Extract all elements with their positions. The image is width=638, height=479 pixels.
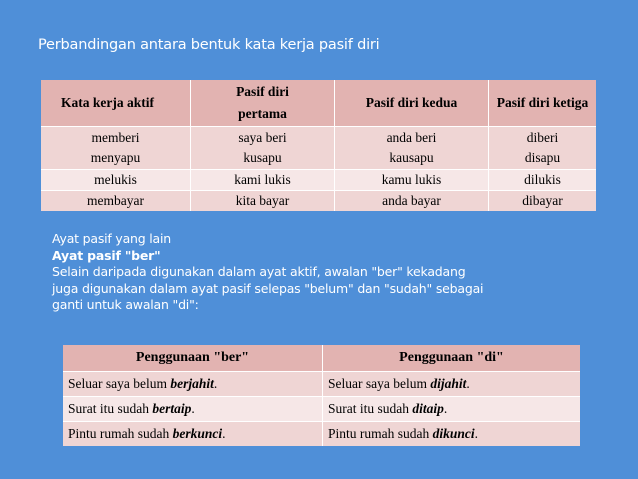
cell-pertama: kami lukis: [191, 170, 335, 191]
cell-text: disapu: [524, 150, 561, 165]
cell-di: [323, 397, 581, 422]
cell-text: .: [443, 401, 448, 416]
header-pasif-diri-pertama: [191, 80, 335, 127]
cell-text: diberi: [526, 130, 559, 145]
cell-kedua: anda bayar: [335, 191, 489, 212]
cell-ketiga: dibayar: [489, 191, 597, 212]
cell-text: .: [213, 376, 218, 391]
cell-emphasis: dikunci: [432, 426, 475, 441]
cell-kedua: [335, 127, 489, 170]
table-row: [41, 191, 596, 212]
cell-text: Seluar saya belum: [328, 376, 431, 391]
table-row: [63, 372, 580, 397]
cell-aktif: melukis: [41, 170, 191, 191]
table-header-row: [41, 80, 596, 127]
cell-di: [323, 372, 581, 397]
cell-ber: [63, 422, 323, 447]
header-pasif-diri-kedua: Pasif diri kedua: [335, 80, 489, 127]
cell-text: menyapu: [90, 150, 141, 165]
table-header-row: [63, 345, 580, 372]
header-penggunaan-di: Penggunaan "di": [323, 345, 581, 372]
table-row: [41, 127, 596, 170]
comparison-table: [41, 80, 596, 211]
cell-emphasis: ditaip: [412, 401, 444, 416]
cell-aktif: membayar: [41, 191, 191, 212]
cell-ketiga: dilukis: [489, 170, 597, 191]
section-line-1: Ayat pasif yang lain: [52, 231, 172, 246]
section-line-5: ganti untuk awalan "di":: [52, 297, 199, 312]
cell-text: kusapu: [243, 150, 282, 165]
section-text: [52, 231, 483, 314]
section-line-4: juga digunakan dalam ayat pasif selepas "belum" dan "sudah" sebagai: [52, 280, 484, 296]
cell-emphasis: dijahit: [430, 376, 467, 391]
cell-emphasis: bertaip: [152, 401, 192, 416]
table-row: [63, 422, 580, 447]
cell-kedua: kamu lukis: [335, 170, 489, 191]
cell-pertama: kita bayar: [191, 191, 335, 212]
slide-title: Perbandingan antara bentuk kata kerja pasif diri: [38, 37, 380, 53]
usage-table: [63, 345, 580, 446]
cell-text: anda beri: [386, 130, 437, 145]
cell-text: .: [474, 426, 479, 441]
header-pasif-diri-ketiga: Pasif diri ketiga: [489, 80, 597, 127]
header-pertama-line2: pertama: [238, 106, 287, 121]
cell-text: Surat itu sudah: [68, 401, 153, 416]
header-penggunaan-ber: Penggunaan "ber": [63, 345, 323, 372]
cell-text: .: [222, 426, 226, 441]
cell-emphasis: berjahit: [170, 376, 214, 391]
cell-ber: [63, 372, 323, 397]
cell-text: Seluar saya belum: [68, 376, 171, 391]
cell-text: .: [466, 376, 470, 391]
cell-text: Surat itu sudah: [328, 401, 413, 416]
section-line-3: Selain daripada digunakan dalam ayat aktif, awalan "ber" kekadang: [52, 264, 466, 279]
cell-ber: [63, 397, 323, 422]
cell-text: .: [191, 401, 195, 416]
cell-text: Pintu rumah sudah: [328, 426, 433, 441]
cell-ketiga: [489, 127, 597, 170]
cell-text: kausapu: [389, 150, 434, 165]
cell-text: Pintu rumah sudah: [68, 426, 173, 441]
section-heading: Ayat pasif "ber": [52, 247, 161, 263]
header-kata-kerja-aktif: Kata kerja aktif: [41, 80, 191, 127]
table-row: [63, 397, 580, 422]
cell-text: memberi: [91, 130, 140, 145]
cell-emphasis: berkunci: [172, 426, 223, 441]
table-row: [41, 170, 596, 191]
cell-aktif: [41, 127, 191, 170]
header-pertama-line1: Pasif diri: [236, 84, 289, 99]
cell-di: [323, 422, 581, 447]
cell-pertama: [191, 127, 335, 170]
cell-text: saya beri: [238, 130, 287, 145]
